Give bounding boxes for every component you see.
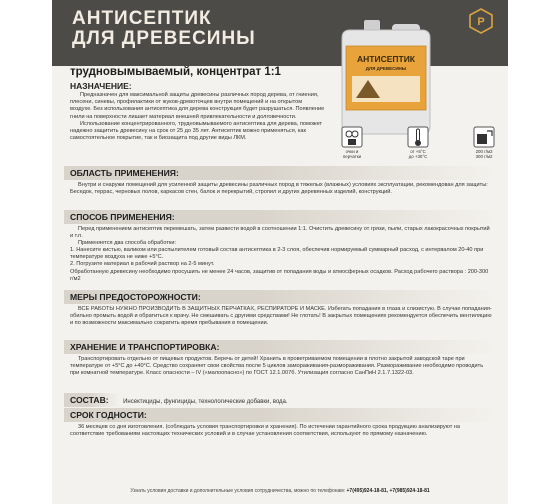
section-paragraph: Беседок, террас, черновых полов, каркасов стен, балок и перекрытий, стропил и других деревянных изделий, конструкций. <box>70 189 392 196</box>
footer <box>52 482 508 504</box>
section-heading: МЕРЫ ПРЕДОСТОРОЖНОСТИ: <box>64 290 498 304</box>
footer-phones: +7(495)924-18-81, +7(985)924-18-81 <box>346 488 430 494</box>
section-body <box>64 304 498 327</box>
thermometer-icon <box>407 126 429 148</box>
product-subtitle: трудновымываемый, концентрат 1:1 <box>70 66 281 78</box>
section-storage <box>64 340 498 377</box>
composition-value: Инсектициды, фунгициды, технологические добавки, вода. <box>123 399 288 405</box>
purpose-heading: НАЗНАЧЕНИЕ: <box>70 81 132 91</box>
section-heading: СРОК ГОДНОСТИ: <box>64 408 498 422</box>
section-paragraph: Применяется два способа обработки: <box>78 240 177 247</box>
title-line-2: ДЛЯ ДРЕВЕСИНЫ <box>72 28 256 49</box>
section-application-area <box>64 166 498 196</box>
section-shelf-life <box>64 408 498 438</box>
section-body <box>64 180 498 196</box>
feature-label: 200 г/м2 300 г/м2 <box>475 149 493 159</box>
section-paragraph: 1. Нанесите кистью, валиком или распылителем готовый состав антисептика в 2-3 слоя, обеспечив нормируемый суммарный расход, с интервалом 20-40 при температуре воздуха не ниже +5°С. <box>70 247 484 261</box>
section-body <box>64 422 498 438</box>
section-method <box>64 210 498 283</box>
section-body <box>64 224 498 283</box>
section-heading: ОБЛАСТЬ ПРИМЕНЕНИЯ: <box>64 166 498 180</box>
canister-label-2: ДЛЯ ДРЕВЕСИНЫ <box>365 66 407 71</box>
gloves-icon <box>341 126 363 148</box>
section-heading: СПОСОБ ПРИМЕНЕНИЯ: <box>64 210 498 224</box>
feature-label: очки и перчатки <box>342 149 362 159</box>
section-paragraph: ВСЕ РАБОТЫ НУЖНО ПРОИЗВОДИТЬ В ЗАЩИТНЫХ ПЕРЧАТКАХ, РЕСПИРАТОРЕ И МАСКЕ. Избегать попадания в глаза и слизистую. В случае попадания-обильно промыть водой и обратиться к врачу. Не смешивать с другими средствами! Не глотать! В закрытых помещениях рекомендуется обеспечить вентиляцию и по возможности максимально сократить время пребывания в помещении. <box>70 306 492 327</box>
feature-coverage <box>464 126 504 159</box>
product-sheet <box>52 0 508 504</box>
header-band <box>52 0 508 66</box>
canister-image <box>334 18 434 136</box>
section-paragraph: Внутри и снаружи помещений для усиленной защиты древесины различных пород в тяжелых (влажных) условиях эксплуатации, рекомендован для защиты: <box>78 182 488 188</box>
purpose-paragraph: Предназначен для максимальной защиты древесины различных пород дерева, от гниения, плесени, синевы, профилактики от жуков-древоточцев внутри помещений и на открытом воздухе. Без использования антисептика для дерева конструкция будет разрушаться. Появление гнили на поверхности лишает материал внешней привлекательности и долговечности. <box>70 92 325 120</box>
section-paragraph: 36 месяцев со дня изготовления. (соблюдать условия транспортировки и хранения). По истечении гарантийного срока продукцию анализируют на соответствие требованиям настоящих технических условий и в случае установления соответствия, используют по прямому назначению. <box>70 424 461 438</box>
feature-temperature <box>398 126 438 159</box>
canister-label-1: АНТИСЕПТИК <box>357 54 415 64</box>
feature-label: от +5°С до +30°С <box>408 149 428 159</box>
section-composition <box>64 390 498 408</box>
page-title <box>72 9 256 49</box>
section-paragraph: 2. Погрузите материал в рабочий раствор на 2-5 минут. <box>70 261 215 268</box>
purpose-text <box>70 92 325 142</box>
feature-icons <box>332 126 504 159</box>
title-line-1: АНТИСЕПТИК <box>72 8 212 29</box>
section-body <box>64 354 498 377</box>
section-paragraph: Транспортировать отдельно от пищевых продуктов. Беречь от детей! Хранить в проветриваемом помещении в плотно закрытой заводской таре при температуре от +5°С до +40°С. Средство сохраняет свои свойства после 5 циклов замораживания-размораживания. Размораживание необходимо проводить при комнатной температуре. Класс опасности – IV («малоопасно») по ГОСТ 12.1.007б. Утилизация согласно СанПиН 2.1.7.1322-03. <box>70 356 484 377</box>
brand-logo-icon <box>468 8 494 34</box>
section-precautions <box>64 290 498 327</box>
purpose-paragraph: Использование концентрированного, трудновымываемого антисептика для дерева, поможет надежно защитить древесину на срок от 25 до 35 лет. Антисептик можно применяться, как самостоятельное покрытие, так и биозащита под другие виды ЛКМ. <box>70 120 323 142</box>
section-heading: СОСТАВ: <box>64 393 119 407</box>
footer-text: Узнать условия доставки и дополнительные условия сотрудничества, можно по телефонам: <box>130 488 346 494</box>
section-heading: ХРАНЕНИЕ И ТРАНСПОРТИРОВКА: <box>64 340 498 354</box>
coverage-icon <box>473 126 495 148</box>
section-paragraph: Обработанную древесину необходимо просушить не менее 24 часов, защитив от попадания воды и атмосферных осадков. Расход рабочего раствора : 200-300 г/м2 <box>70 268 489 282</box>
section-paragraph: Перед применением антисептик перемешать, затем развести водой в соотношении 1:1. Очистить древесину от грязи, пыли, старых лакокрасочных покрытий и т.п. <box>70 226 490 240</box>
svg-text:P: P <box>477 16 485 28</box>
feature-gloves <box>332 126 372 159</box>
